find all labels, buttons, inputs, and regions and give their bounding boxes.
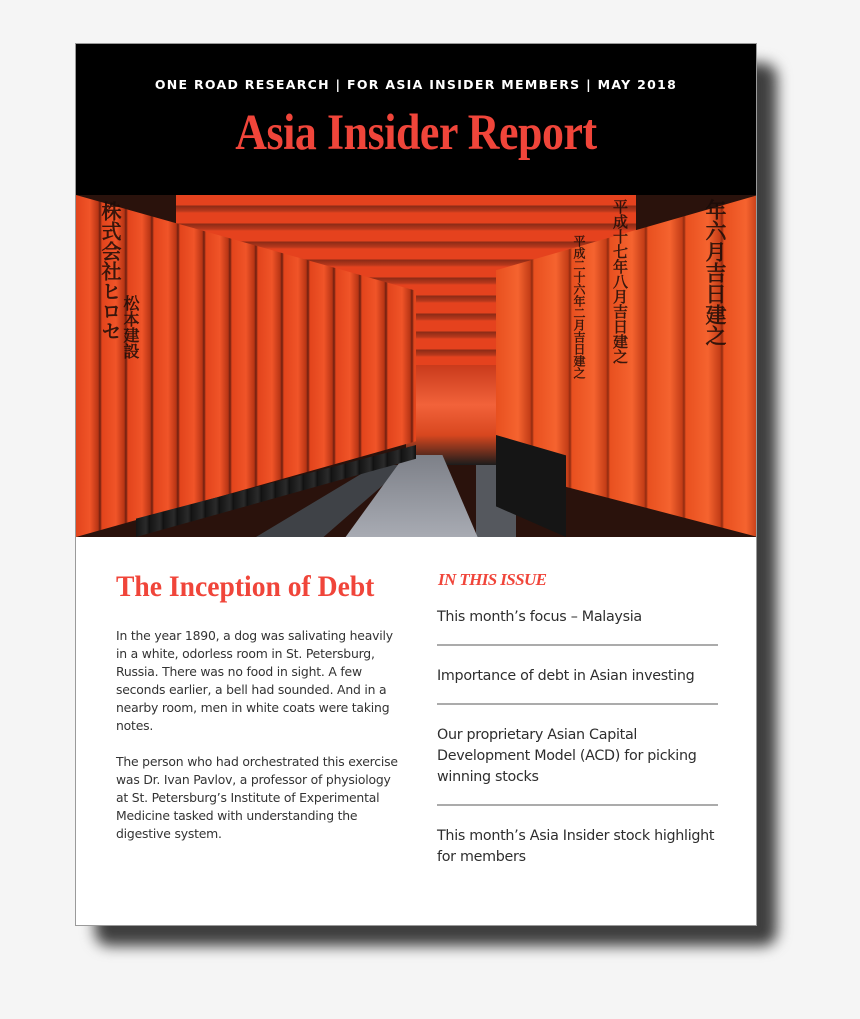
inscription: 平成十七年八月吉日建之 bbox=[611, 199, 629, 364]
inscription: 株式会社ヒロセ bbox=[98, 201, 122, 341]
issue-item-debt-importance: Importance of debt in Asian investing bbox=[437, 666, 718, 705]
article-paragraph: In the year 1890, a dog was salivating heavily in a white, odorless room in St. Petersburg, Russia. There was no food in sight. A few seconds earlier, a bell had sounded. And in a nearby room, men in white coats were taking notes. bbox=[116, 628, 393, 733]
issue-item-malaysia-focus: This month’s focus – Malaysia bbox=[437, 607, 718, 646]
article-paragraph: The person who had orchestrated this exercise was Dr. Ivan Pavlov, a professor of physiology at St. Petersburg’s Institute of Experimental Medicine tasked with understanding the digestive system. bbox=[116, 754, 398, 841]
issue-item-acd-model: Our proprietary Asian Capital Development Model (ACD) for picking winning stocks bbox=[437, 725, 718, 806]
masthead bbox=[76, 44, 756, 195]
hero-image-torii-gates bbox=[76, 195, 756, 537]
in-this-issue-heading: IN THIS ISSUE bbox=[438, 570, 547, 589]
report-cover-page bbox=[75, 43, 757, 926]
content-area bbox=[76, 537, 756, 926]
masthead-tagline: ONE ROAD RESEARCH | FOR ASIA INSIDER MEMBERS | MAY 2018 bbox=[154, 77, 678, 92]
article-title: The Inception of Debt bbox=[116, 570, 375, 603]
issue-item-stock-highlight: This month’s Asia Insider stock highlight for members bbox=[437, 828, 715, 865]
report-title: Asia Insider Report bbox=[235, 105, 597, 161]
issue-contents-list bbox=[437, 607, 718, 904]
inscription: 年六月吉日建之 bbox=[703, 199, 727, 346]
inscription: 松本建設 bbox=[121, 295, 140, 359]
inscription: 平成二十六年二月吉日建之 bbox=[572, 235, 586, 379]
